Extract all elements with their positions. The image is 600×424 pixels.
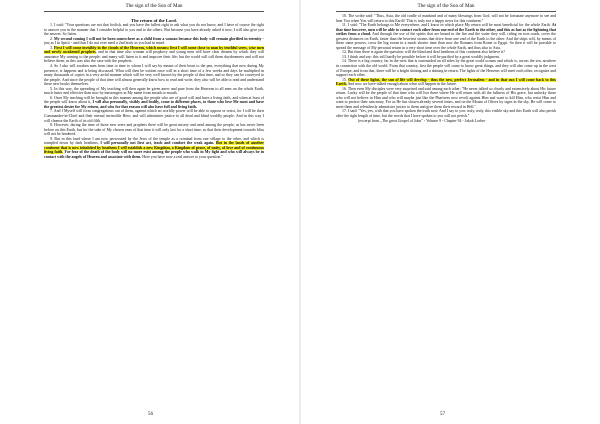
text-run: 17. I said: "Yes, yes, with that you have spoken the truth now. And I say to you: truly, truly, this visible sky and this Earth will also perish after the right length of time, but the words that I have spoken to you will not perish." — [336, 109, 556, 119]
text-run: 10. The scribe said: "Thus, Asia, the old cradle of mankind and of many blessings from God, will not be fortunate anymore to see and hear You when You will return to this Earth? This is truly not a happy news for this continent." — [336, 14, 556, 23]
bold-text: I will personally not first act, teach and comfort the weak again. — [100, 141, 216, 146]
text-run: 12. But then there is again the question: will the blind and deaf heathens of this continent also believe it? — [342, 50, 505, 55]
text-run: 9. But in this land where I am now persecuted by the Jews of the temple as a criminal from one village to the other, and which is trampled down by dark heathens, — [44, 136, 264, 146]
paragraph — [44, 123, 264, 137]
text-run: And through the use of the spirits that are bound in the fire and the water they will, riding on iron roads, cover the greatest distances on Earth, faster than the heaviest storms that drive from one end of the Earth to the other. And the ships will, by means of these same powers, cross the big ocean in a much shorter time than now the Romans from Rome to Egypt. So then it will be possible to spread the message of My personal return in a very short time over the whole Earth, and thus also to Asia. — [336, 32, 556, 50]
text-run: 4. So I also will awaken men from time to time to whom I will say by means of their heart to the pen, everything that now during My presence, is happens and is being discussed. What will then be written once will in a short time of a few weeks and days be multiplied in many thousands of copies in a very artful manner which will be very well known by the people of that time, and so they can be conveyed to the people. And since the people of that time will almost generally know how to read and write, they also will be able to read and understand these new books themselves. — [44, 64, 264, 87]
highlighted-text: Out of these lights, the sun of life will develop - thus the new, perfect Jerusalem - and in that sun I will come back to this Earth. — [336, 77, 556, 87]
text-run: 15. — [342, 77, 349, 82]
text-run: , and in that time also woman will prophecy and young men will have clear dreams by which they will announce My coming to the people, and many will listen to it and improve their life; but the world will call them daydreamers and will not believe them, as this was also the case with the prophets. — [44, 50, 264, 64]
paragraph-list — [336, 14, 556, 119]
paragraph — [336, 109, 556, 118]
text-run: 14. There is a big country, far in the west that is surrounded on all sides by the great world oceans and which is, across the sea, nowhere in connection with the old world. From that country, first the people will come to know great things, and they will also come up in the west of Europe, and from that, there will be a bright shining and a shining in return. The lights of the Heavens will meet each other, recognize and support each other. — [336, 59, 556, 78]
paragraph — [44, 87, 264, 96]
source-excerpt: (excerpt from „The great Gospel of John" - Volume 9 - Chapter 94 - Jakob Lorber — [358, 118, 486, 123]
bold-text: My second coming I will not be born somewhere as a child from a woman because this body will remain glorified in eternity — [54, 36, 262, 41]
highlighted-text: First I will come invisibly in the clouds of the Heavens, which means: first I will come close to man by truthful seers, wise men and newly awakened prophets — [44, 45, 264, 55]
text-run: 8. However, during the time of those new seers and prophets there will be great misery and need among the people, as has never been before on this Earth, but for the sake of My chosen ones of that time it will only last for a short time, so that their development towards bliss will not be hindered. — [44, 123, 264, 137]
right-page — [300, 0, 600, 424]
text-run: 1. I said: "Your questions are not that foolish, and you have the fullest right to ask what you do not know, and I have of course the right to answer you in the manner that I consider helpful to you and to the others. But because you have already asked it now, I will also give you the answer. So listen. — [44, 23, 264, 37]
paragraph — [44, 46, 264, 64]
text-run: 7. And I Myself will form congregations out of them, against which no worldly power will be able to oppose or resist, for I will be their Commander-in-Chief and their eternal invincible Hero, and will administer justice to all dead and blind worldly people. And in this way I will cleanse the Earth of its old filth. — [44, 109, 264, 123]
paragraph — [44, 137, 264, 160]
page-number: 56 — [148, 412, 153, 417]
page-body — [44, 14, 264, 400]
page-body — [336, 14, 556, 400]
section-star: * — [152, 14, 156, 18]
text-run: 13. I think and say: this will hardly be possible before it will be purified by a great worldly judgment. — [342, 54, 500, 59]
text-run: 6. Once My teaching will be brought in this manner among the people who are of good will and have a living faith, and when at least of the people will know about it, — [44, 95, 264, 105]
text-run: 11. I said: "The Earth belongs to Me everywhere, and I know in which place My return will be most beneficial for the whole Earth. — [342, 23, 552, 28]
paragraph — [44, 109, 264, 123]
bold-text: I will also personally, visibly and bodily, come to different places, to those who love Me most and have the greatest desire for My return, and who for that reason will also have full and living faith. — [44, 100, 264, 109]
paragraph — [336, 87, 556, 110]
text-run: Here you have now a real answer to your question." — [141, 154, 223, 159]
text-run: - just as I in Spirit - and thus I do not ever need a 2nd body as you had in mind. — [44, 36, 264, 46]
bold-text: For fear of the death of the body will no more exist among the people who walk in My light and who will always be in contact with the angels of Heaven and associate with them. — [44, 150, 264, 159]
text-run: 3. — [50, 45, 54, 50]
paragraph — [44, 37, 264, 46]
paragraph — [44, 96, 264, 110]
paragraph-list — [44, 23, 264, 159]
paragraph — [44, 23, 264, 37]
chapter-title: The return of the Lord. — [131, 17, 177, 23]
text-run: And now we have talked enough about what will happen in the future. — [346, 82, 457, 87]
page-header: The sign of the Son of Man — [336, 3, 556, 12]
paragraph — [336, 23, 556, 50]
paragraph — [336, 78, 556, 87]
text-run: 5. In this way, the spreading of My teaching will then again be given anew and pure from the Heavens to all men on the whole Earth, much faster and effective than now by messengers in My name from mouth to mouth. — [44, 86, 264, 96]
paragraph — [336, 59, 556, 77]
text-run: 2. — [50, 36, 55, 41]
paragraph — [44, 64, 264, 87]
page-number: 57 — [440, 412, 445, 417]
highlighted-text: But in the lands of another continent that is now inhabited by heathens I will establish a new Kingdom, a Kingdom of peace, of unity, of love and of continuous living faith. — [44, 141, 264, 155]
text-run: 16. Then even My disciples were very surprised and said among each other: "He never talked so clearly and extensively about His future return. Lucky will be the people of that time who will live there where He will return with all the fullness of His grace, but unlucky those who will not believe in Him and who will maybe just like the Pharisees now revolt against Him and want to kill Him, who resist Him and want to protect their sanctuary. For as He has shown already several times, and on the Mount of Olives by signs in the sky, He will come to meet them and relentlessly administer justice to them and give them their reward in Hell." — [336, 86, 556, 109]
page-header: The sign of the Son of Man — [44, 3, 264, 12]
paragraph — [336, 14, 556, 23]
bold-text: At that time however, men will be able to contact each other from one end of the Earth to the other, and this as fast as the lightning that strikes from a cloud. — [336, 23, 556, 37]
